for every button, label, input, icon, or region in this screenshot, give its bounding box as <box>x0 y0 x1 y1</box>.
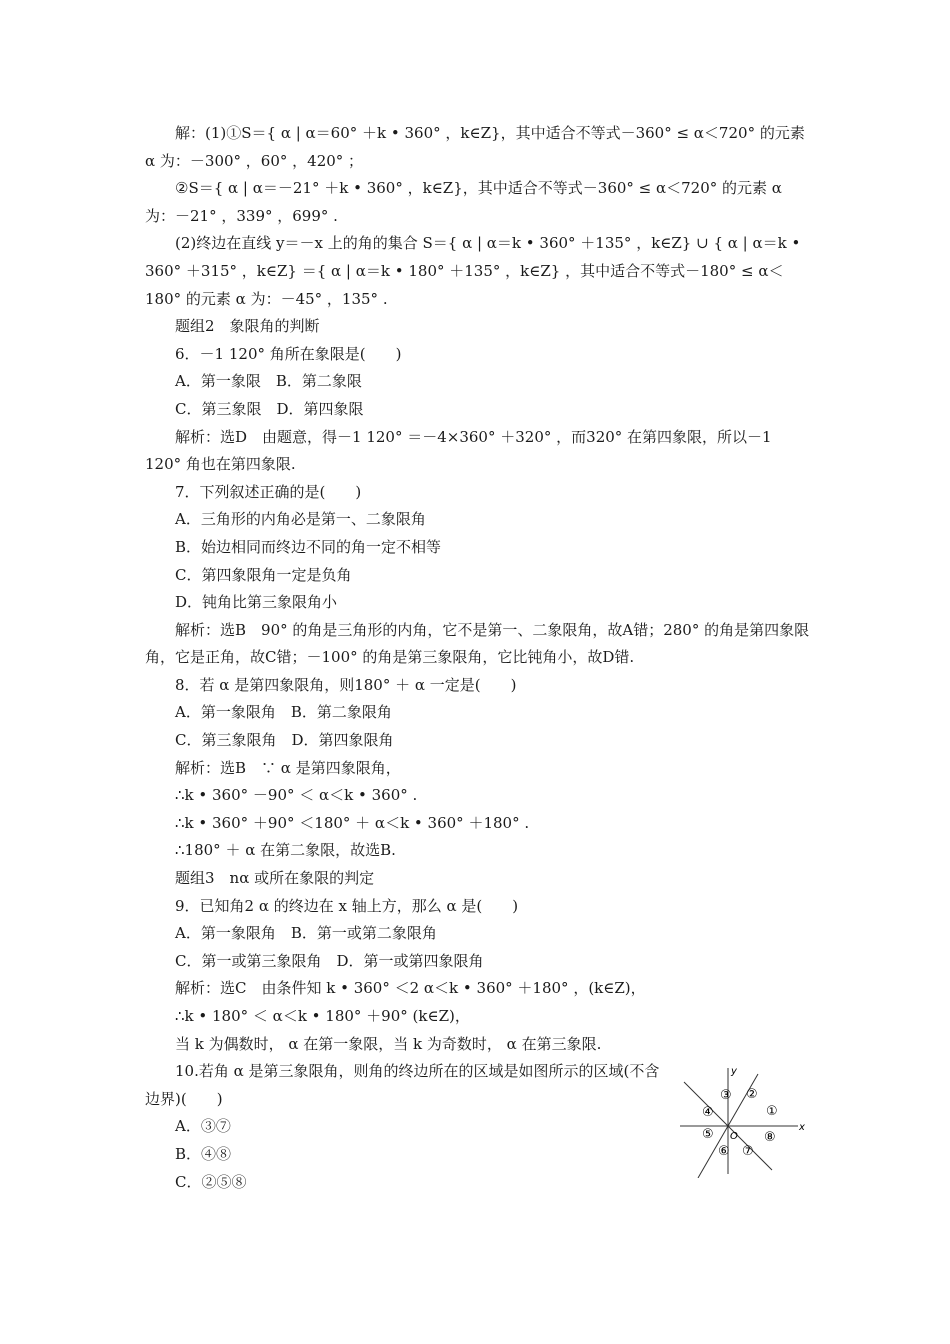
region-label-7: ⑦ <box>742 1144 754 1159</box>
question-7: 7．下列叙述正确的是( ) <box>175 482 362 501</box>
question-8-solution-2: ∴k • 360° －90° ＜ α＜k • 360° . <box>175 786 418 805</box>
question-8-solution-4: ∴180° ＋ α 在第二象限，故选B. <box>175 841 396 860</box>
question-6-options-ab: A．第一象限 B．第二象限 <box>175 372 362 391</box>
region-label-4: ④ <box>702 1105 714 1120</box>
document-body <box>145 120 810 1196</box>
question-7-option-d: D．钝角比第三象限角小 <box>175 593 338 612</box>
region-label-8: ⑧ <box>764 1130 776 1145</box>
question-6: 6．－1 120° 角所在象限是( ) <box>175 344 402 363</box>
region-label-2: ② <box>746 1087 758 1102</box>
origin-label: O <box>730 1131 738 1142</box>
paragraph-3: (2)终边在直线 y＝－x 上的角的集合 S＝{ α | α＝k • 360° ＋135° ，k∈Z} ∪ { α | α＝k • 360° ＋315° ，k∈Z} ＝{ α | α＝k • 180° ＋135° ，k∈Z} ，其中适合不等式－180° ≤ α＜180° 的元素 α 为：－45° ，135° . <box>145 234 801 308</box>
question-8-options-ab: A．第一象限角 B．第二象限角 <box>175 703 392 722</box>
region-label-5: ⑤ <box>702 1127 714 1142</box>
region-label-3: ③ <box>720 1088 732 1103</box>
question-7-solution: 解析：选B 90° 的角是三角形的内角，它不是第一、二象限角，故A错；280° 的角是第四象限角，它是正角，故C错；－100° 的角是第三象限角，它比钝角小，故D错. <box>145 620 810 667</box>
question-7-option-c: C．第四象限角一定是负角 <box>175 565 352 584</box>
question-9-options-ab: A．第一象限角 B．第一或第二象限角 <box>175 924 437 943</box>
section-heading-3: 题组3 nα 或所在象限的判定 <box>175 869 375 888</box>
region-diagram <box>680 1062 808 1178</box>
question-7-option-b: B．始边相同而终边不同的角一定不相等 <box>175 537 442 556</box>
y-axis-label: y <box>731 1066 737 1077</box>
region-label-6: ⑥ <box>718 1144 730 1159</box>
paragraph-1: 解：(1)①S＝{ α | α＝60° ＋k • 360° ，k∈Z}，其中适合不等式－360° ≤ α＜720° 的元素 α 为：－300° ，60° ，420° ； <box>145 124 805 170</box>
question-8: 8．若 α 是第四象限角，则180° ＋ α 一定是( ) <box>175 675 517 694</box>
question-7-option-a: A．三角形的内角必是第一、二象限角 <box>175 510 426 529</box>
question-6-options-cd: C．第三象限 D．第四象限 <box>175 399 364 418</box>
question-9-options-cd: C．第一或第三象限角 D．第一或第四象限角 <box>175 951 484 970</box>
question-10-option-c: C．②⑤⑧ <box>175 1172 247 1191</box>
question-8-solution-1: 解析：选B ∵ α 是第四象限角， <box>175 758 401 777</box>
question-6-solution: 解析：选D 由题意，得－1 120° ＝－4×360° ＋320° ，而320° 在第四象限，所以－1 120° 角也在第四象限. <box>145 427 772 474</box>
question-9-solution-1: 解析：选C 由条件知 k • 360° ＜2 α＜k • 360° ＋180° ，(k∈Z)， <box>175 979 646 998</box>
question-8-solution-3: ∴k • 360° ＋90° ＜180° ＋ α＜k • 360° ＋180° . <box>175 813 530 832</box>
question-10-option-b: B．④⑧ <box>175 1144 232 1163</box>
question-9-solution-3: 当 k 为偶数时， α 在第一象限，当 k 为奇数时， α 在第三象限. <box>175 1034 602 1053</box>
section-heading-2: 题组2 象限角的判断 <box>175 317 320 336</box>
question-8-options-cd: C．第三象限角 D．第四象限角 <box>175 731 394 750</box>
question-10-option-a: A．③⑦ <box>175 1117 231 1136</box>
region-label-1: ① <box>766 1104 778 1119</box>
paragraph-2: ②S＝{ α | α＝－21° ＋k • 360° ，k∈Z}，其中适合不等式－360° ≤ α＜720° 的元素 α 为：－21° ，339° ，699° . <box>145 179 782 225</box>
question-9: 9．已知角2 α 的终边在 x 轴上方，那么 α 是( ) <box>175 896 519 915</box>
question-9-solution-2: ∴k • 180° ＜ α＜k • 180° ＋90° (k∈Z)， <box>175 1007 470 1025</box>
x-axis-label: x <box>799 1122 805 1133</box>
region-diagram-svg <box>680 1062 808 1178</box>
question-10: 10.若角 α 是第三象限角，则角的终边所在的区域是如图所示的区域(不含边界)( ) <box>145 1062 660 1108</box>
